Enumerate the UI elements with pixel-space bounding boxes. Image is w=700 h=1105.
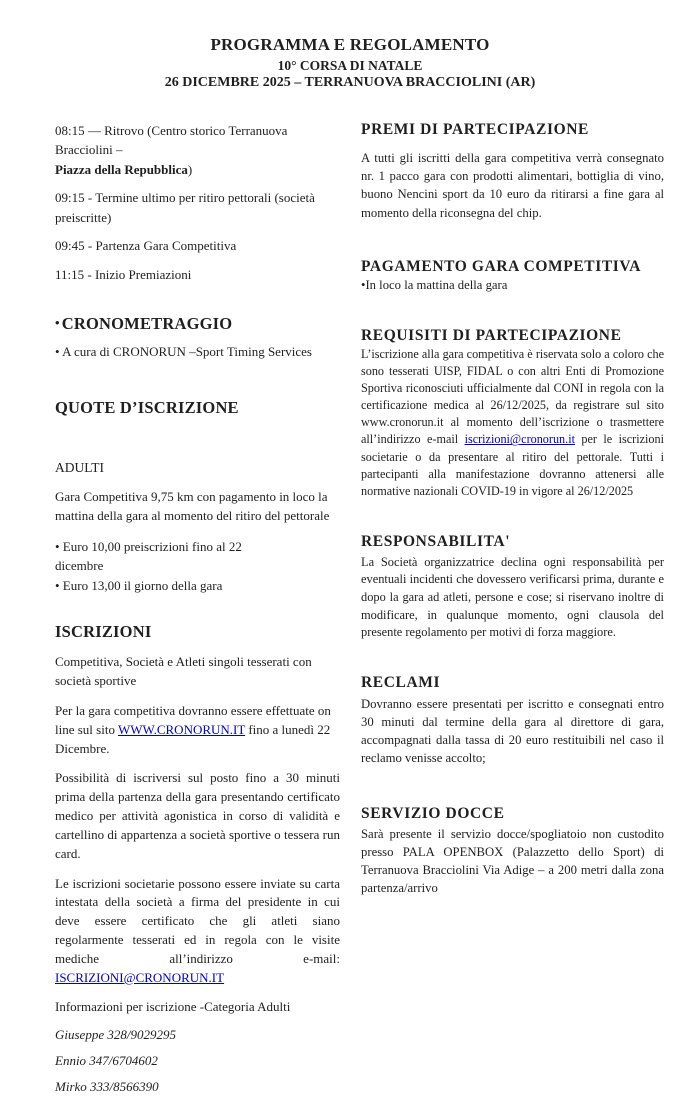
info-iscrizione-line: Informazioni per iscrizione -Categoria Adulti [55,998,291,1014]
page-date-line: 26 DICEMBRE 2025 – TERRANUOVA BRACCIOLINI (AR) [164,75,536,91]
schedule-item-partenza: 09:45 - Partenza Gara Competitiva [55,238,237,254]
requisiti-body-pre: L’iscrizione alla gara competitiva è riservata solo a coloro che sono tesserati UISP, FIDAL o con altri Enti di Promozione Sportiva riconosciuti ufficialmente dal CONI in regola con la certificazione medica al 26/12/2025, da registrare sul sito www.cronorun.it al momento dell’iscrizione o trasmettere all’indirizzo e-mail [361,347,664,447]
section-heading-reclami: RECLAMI [361,673,441,691]
schedule-item-ritrovo [55,121,340,180]
requisiti-body-post: per le iscrizioni societarie o da presentare al ritiro del pettorale. Tutti i partecipanti alla manifestazione dovranno attenersi alle normative nazionali COVID-19 in vigore al 26/12/2025 [361,432,664,498]
schedule-item-ritrovo-paren: ) [187,161,193,177]
iscrizioni-paragraph-2 [55,702,340,759]
servizio-docce-body: Sarà presente il servizio docce/spogliatoio non custodito presso PALA OPENBOX (Palazzetto dello Sport) di Terranuova Bracciolini Via Adige – a 200 metri dalla zona partenza/arrivo [361,826,664,896]
iscrizioni-paragraph-3: Possibilità di iscriversi sul posto fino a 30 minuti prima della partenza della gara presentando certificato medico per attività agonistica in corso di validità e cartellino di appartenza a società sportive o tessera run card. [55,770,340,861]
section-heading-cronometraggio [55,314,340,334]
requisiti-body [361,346,664,500]
contact-mirko: Mirko 333/8566390 [55,1078,159,1094]
iscrizioni-paragraph-1: Competitiva, Società e Atleti singoli tesserati con società sportive [55,654,312,689]
euro-price-line-2: dicembre [55,558,104,574]
section-heading-servizio-docce: SERVIZIO DOCCE [361,804,505,822]
reclami-body: Dovranno essere presentati per iscritto e consegnati entro 30 minuti dal termine della gara al direttore di gara, accompagnati dalla tassa di 20 euro restituibili nel caso il reclamo venisse accolto; [361,696,664,765]
right-column [361,121,664,1105]
quota-gara-competitiva-text: Gara Competitiva 9,75 km con pagamento in loco la mattina della gara al momento del ritiro del pettorale [55,489,330,523]
page-title: PROGRAMMA E REGOLAMENTO [210,35,490,54]
bullet-icon: • [55,315,60,331]
section-heading-pagamento: PAGAMENTO GARA COMPETITIVA [361,258,641,276]
euro-price-list [55,537,340,596]
adulti-label: ADULTI [55,460,104,476]
section-heading-responsabilita: RESPONSABILITA' [361,532,511,550]
section-heading-iscrizioni: ISCRIZIONI [55,622,152,642]
cronometraggio-heading-text: CRONOMETRAGGIO [61,314,233,334]
page-subtitle: 10° CORSA DI NATALE [277,57,423,73]
left-column [55,121,340,1105]
section-heading-requisiti: REQUISITI DI PARTECIPAZIONE [361,327,622,345]
iscrizioni-paragraph-2-post: fino a lunedì 22 Dicembre. [55,721,331,756]
iscrizioni-paragraph-4-pre: Le iscrizioni societarie possono essere inviate su carta intestata della società a firma del presidente in cui deve essere certificato che gli atleti siano regolarmente tesserati ed in regola con le visite mediche all’indirizzo e-mail: [55,875,340,967]
cronorun-website-link[interactable]: WWW.CRONORUN.IT [117,721,246,737]
contact-ennio: Ennio 347/6704602 [55,1052,158,1068]
two-column-body [0,121,700,1105]
euro-price-line-3: • Euro 13,00 il giorno della gara [55,577,223,593]
iscrizioni-email-link[interactable]: ISCRIZIONI@CRONORUN.IT [55,969,225,985]
cronometraggio-body: • A cura di CRONORUN –Sport Timing Services [55,344,312,360]
iscrizioni-paragraph-4 [55,875,340,988]
schedule-item-ritrovo-place: Piazza della Repubblica [55,161,188,177]
iscrizioni-paragraph-2-pre: Per la gara competitiva dovranno essere effettuate on line sul sito [55,702,331,737]
schedule-item-ritiro-pettorali: 09:15 - Termine ultimo per ritiro pettorali (società preiscritte) [55,190,315,225]
euro-price-line-1: • Euro 10,00 preiscrizioni fino al 22 [55,538,242,554]
premi-body: A tutti gli iscritti della gara competitiva verrà consegnato nr. 1 pacco gara con prodotti alimentari, bottiglia di vino, buono Nencini sport da 10 euro da ritirarsi a fine gara al momento della riconsegna del chip. [361,150,664,220]
schedule-item-ritrovo-time-text: 08:15 — Ritrovo (Centro storico Terranuova Bracciolini – [55,122,288,158]
document-header [0,34,700,93]
section-heading-premi: PREMI DI PARTECIPAZIONE [361,120,589,138]
responsabilita-body: La Società organizzatrice declina ogni responsabilità per eventuali incidenti che dovessero verificarsi prima, durante e dopo la gara ad atleti, persone e cose; si riservano inoltre di modificare, in qualunque momento, ogni clausola del presente regolamento per motivi di forza maggiore. [361,554,664,640]
section-heading-quote-iscrizione: QUOTE D’ISCRIZIONE [55,398,239,418]
schedule-item-premiazioni: 11:15 - Inizio Premiazioni [55,266,192,282]
contact-giuseppe: Giuseppe 328/9029295 [55,1026,176,1042]
requisiti-email-link[interactable]: iscrizioni@cronorun.it [464,432,575,447]
pagamento-body: •In loco la mattina della gara [361,278,508,293]
